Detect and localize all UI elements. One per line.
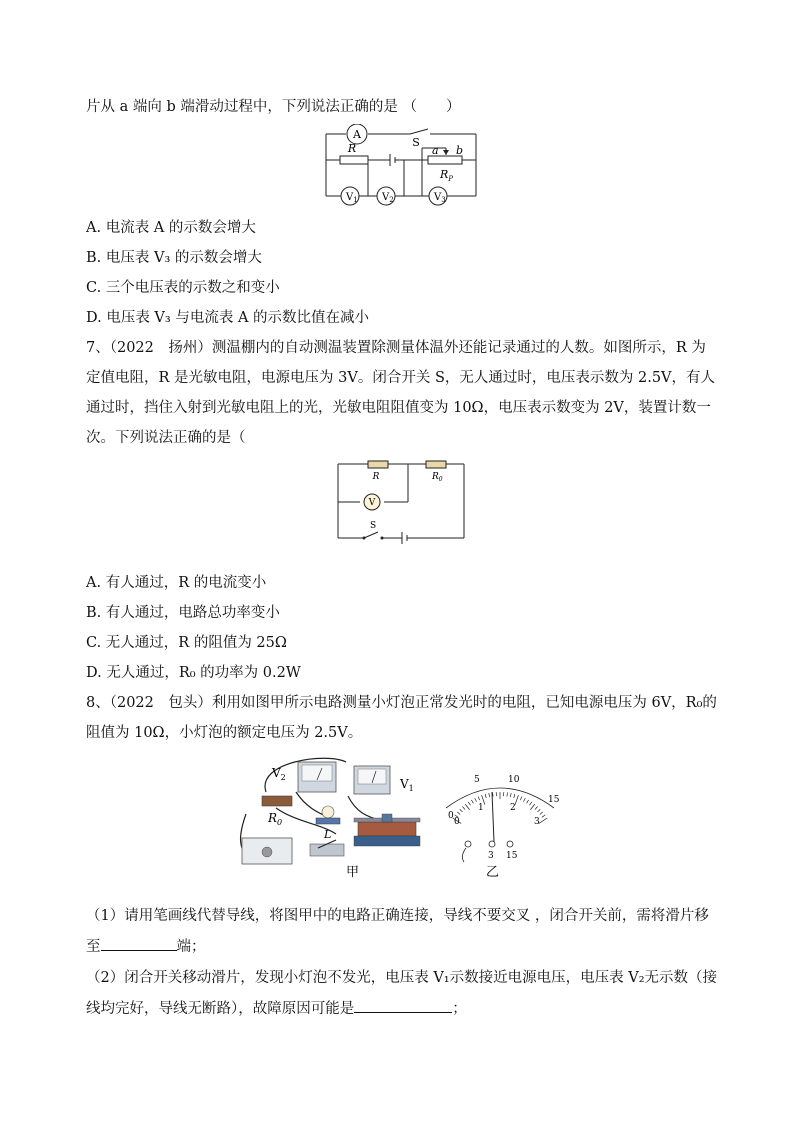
- scale-tick: [530, 802, 532, 805]
- q8-scale-bottom-3: 3: [534, 817, 540, 827]
- scale-tick: [530, 804, 534, 810]
- scale-tick: [489, 793, 490, 797]
- q8-lamp-label: L: [324, 828, 332, 841]
- scale-tick: [540, 812, 543, 815]
- scale-tick: [507, 793, 508, 797]
- scale-tick: [468, 802, 470, 805]
- q8-scale-bottom-0: 0: [454, 817, 460, 827]
- scale-tick: [527, 800, 529, 803]
- q8-sub1-suffix: 端；: [176, 939, 206, 955]
- q6-option-c: C. 三个电压表的示数之和变小: [86, 280, 280, 296]
- q8-caption-jia: 甲: [346, 865, 360, 880]
- q7-switch-label: S: [370, 521, 377, 531]
- q8-v1-label: $V_1$: [400, 777, 414, 793]
- q6-option-b: B. 电压表 V₃ 的示数会增大: [86, 250, 262, 266]
- q8-sub1-line1: （1）请用笔画线代替导线，将图甲中的电路正确连接，导线不要交叉 ，闭合开关前，需将滑片移: [86, 908, 709, 924]
- q6-resistor-label: R: [347, 142, 357, 155]
- scale-tick: [542, 815, 545, 817]
- q6-end-a-label: a: [432, 144, 439, 157]
- q8-terminal-3: 3: [488, 851, 494, 861]
- q8-scale-end-15: 15: [548, 795, 560, 805]
- q7-option-c: C. 无人通过，R 的阻值为 25Ω: [86, 635, 287, 651]
- q7-stem-line1: 7、（2022 扬州）测温棚内的自动测温装置除测量体温外还能记录通过的人数。如图所示，R 为: [86, 340, 706, 356]
- q8-v2-label: $V_2$: [272, 766, 286, 782]
- scale-tick: [520, 797, 522, 801]
- q7-stem-line4: 次。下列说法正确的是（: [86, 430, 246, 446]
- q6-switch-label: S: [412, 136, 420, 149]
- q8-r0-label: $R_0$: [268, 811, 283, 827]
- q8-scale-start-0: 0: [448, 811, 454, 821]
- scale-tick: [457, 812, 460, 815]
- q6-rp-label: $R_P$: [440, 168, 454, 183]
- q6-option-d: D. 电压表 V₃ 与电流表 A 的示数比值在减小: [86, 310, 370, 326]
- q6-option-a: A. 电流表 A 的示数会增大: [86, 220, 256, 236]
- q8-terminal-15: 15: [506, 851, 518, 861]
- q7-option-d: D. 无人通过，R₀ 的功率为 0.2W: [86, 665, 301, 681]
- q8-stem-line2: 阻值为 10Ω，小灯泡的额定电压为 2.5V。: [86, 725, 363, 741]
- q6-v1-label: $V_1$: [346, 192, 358, 204]
- scale-tick: [538, 809, 541, 812]
- q8-sub1-line2: [86, 936, 206, 957]
- scale-tick: [535, 807, 538, 810]
- q6-v2-label: $V_2$: [382, 192, 394, 204]
- scale-tick: [475, 798, 477, 802]
- scale-tick: [539, 818, 548, 823]
- q8-sub2-line2: [86, 998, 467, 1019]
- scale-tick: [485, 794, 486, 798]
- scale-tick: [514, 794, 515, 798]
- q8-sub1-prefix: 至: [86, 939, 101, 955]
- q7-stem-line3: 通过时，挡住入射到光敏电阻上的光，光敏电阻阻值变为 10Ω，电压表示数变为 2V，装置计数一: [86, 400, 711, 416]
- scale-tick: [524, 798, 526, 802]
- q8-sub2-answer-blank[interactable]: [354, 998, 452, 1013]
- q7-r0-label: $R_0$: [432, 472, 443, 483]
- q7-option-b: B. 有人通过，电路总功率变小: [86, 605, 280, 621]
- scale-tick: [460, 809, 463, 812]
- q6-stem-tail: 片从 a 端向 b 端滑动过程中，下列说法正确的是 （ ）: [86, 99, 461, 115]
- q8-stem-line1: 8、（2022 包头）利用如图甲所示电路测量小灯泡正常发光时的电阻，已知电源电压为 6V，R₀的: [86, 695, 717, 711]
- q8-scale-bottom-2: 2: [510, 803, 516, 813]
- q8-scale-bottom-1: 1: [478, 803, 484, 813]
- q6-ammeter-label: A: [353, 128, 361, 141]
- q8-caption-yi: 乙: [486, 865, 500, 880]
- q6-end-b-label: b: [456, 144, 464, 157]
- q7-r-label: R: [372, 472, 380, 482]
- q8-meter-scale-figure: [430, 752, 570, 882]
- q8-scale-top-5: 5: [474, 775, 480, 785]
- q7-stem-line2: 定值电阻，R 是光敏电阻，电源电压为 3V。闭合开关 S，无人通过时，电压表示数为 2.5V，有人: [86, 370, 716, 386]
- q7-option-a: A. 有人通过，R 的电流变小: [86, 575, 267, 591]
- scale-tick: [462, 807, 465, 810]
- scale-tick: [471, 800, 473, 803]
- scale-tick: [510, 793, 511, 797]
- q6-circuit-figure: [318, 124, 488, 208]
- q8-sub2-suffix: ；: [452, 1001, 467, 1017]
- q8-scale-top-10: 10: [508, 775, 520, 785]
- q8-sub2-line1: （2）闭合开关移动滑片，发现小灯泡不发光，电压表 V₁示数接近电源电压，电压表 V₂无示数（接: [86, 970, 718, 986]
- q7-circuit-figure: [330, 458, 470, 544]
- q6-v3-label: $V_3$: [434, 192, 446, 204]
- q8-sub2-prefix: 线均完好，导线无断路），故障原因可能是: [86, 1001, 355, 1017]
- q8-sub1-answer-blank[interactable]: [101, 936, 177, 951]
- scale-tick: [478, 797, 480, 801]
- scale-tick: [465, 804, 469, 810]
- q8-apparatus-figure: [236, 752, 426, 880]
- q7-voltmeter-label: V: [368, 498, 376, 508]
